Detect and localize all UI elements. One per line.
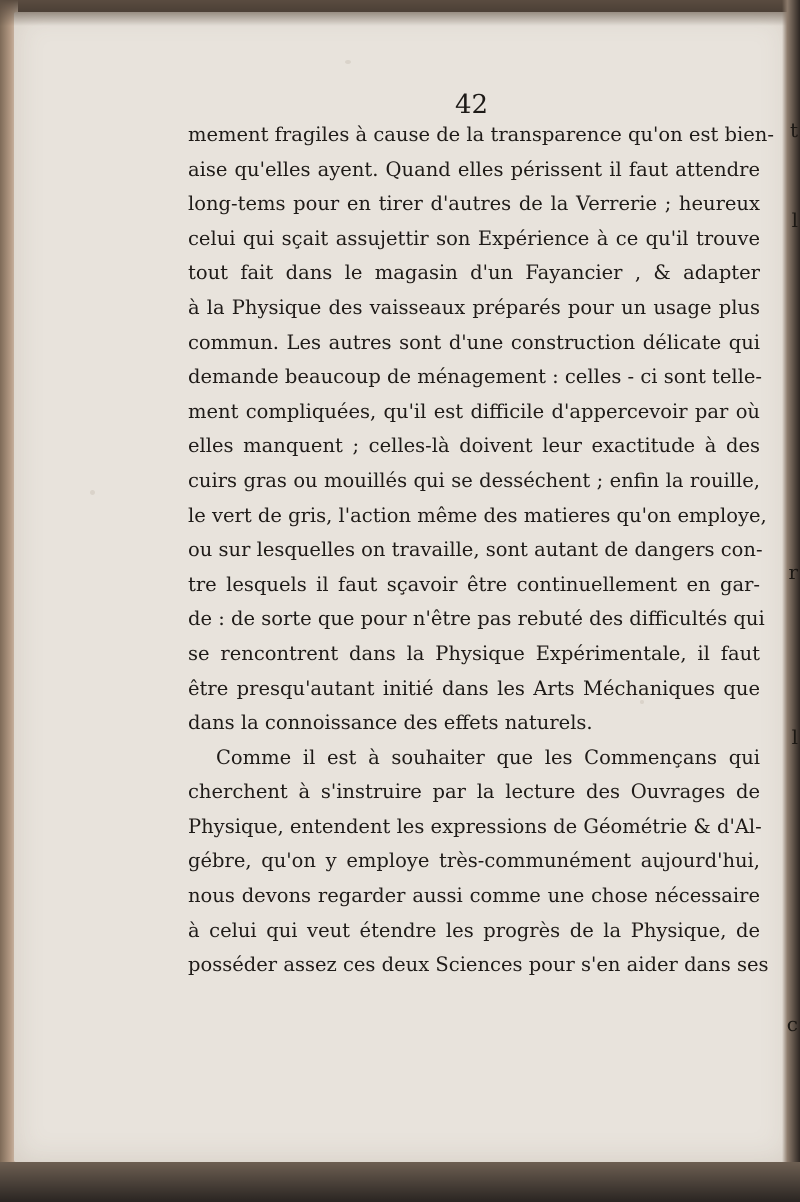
text-line: tout fait dans le magasin d'un Fayancier , & adapter	[188, 261, 760, 285]
text-line: nous devons regarder aussi comme une chose nécessaire	[188, 884, 760, 908]
text-line: Physique, entendent les expressions de Géométrie & d'Al-	[188, 814, 762, 838]
text-line: dans la connoissance des effets naturels.	[188, 711, 593, 735]
paper-speck	[345, 60, 351, 64]
edge-letter: r	[788, 560, 798, 584]
right-page-edge	[782, 0, 800, 1202]
text-line: cuirs gras ou mouillés qui se desséchent ; enfin la rouille,	[188, 468, 760, 492]
paragraph-start-line: Comme il est à souhaiter que les Commençans qui	[216, 745, 760, 769]
text-line: de : de sorte que pour n'être pas rebuté des difficultés qui	[188, 607, 765, 631]
text-line: être presqu'autant initié dans les Arts Méchaniques que	[188, 676, 760, 700]
text-line: tre lesquels il faut sçavoir être continuellement en gar-	[188, 572, 760, 596]
text-line: à celui qui veut étendre les progrès de la Physique, de	[188, 918, 760, 942]
text-line: celui qui sçait assujettir son Expérience à ce qu'il trouve	[188, 226, 760, 250]
edge-letter: l	[791, 208, 798, 232]
paper-speck	[90, 490, 95, 495]
text-line: ment compliquées, qu'il est difficile d'appercevoir par où	[188, 399, 760, 423]
text-line: cherchent à s'instruire par la lecture des Ouvrages de	[188, 780, 760, 804]
text-line: long-tems pour en tirer d'autres de la Verrerie ; heureux	[188, 192, 760, 216]
edge-letter: t	[789, 118, 798, 142]
text-line: ou sur lesquelles on travaille, sont autant de dangers con-	[188, 538, 763, 562]
edge-letter: c	[786, 1012, 798, 1036]
text-line: commun. Les autres sont d'une construction délicate qui	[188, 330, 760, 354]
text-line: gébre, qu'on y employe très-communément aujourd'hui,	[188, 849, 760, 873]
text-line: elles manquent ; celles-là doivent leur exactitude à des	[188, 434, 760, 458]
text-line: se rencontrent dans la Physique Expérimentale, il faut	[188, 641, 760, 665]
bottom-page-edge	[0, 1162, 800, 1202]
text-line: demande beaucoup de ménagement : celles - ci sont telle-	[188, 365, 763, 389]
page-number: 42	[455, 90, 489, 120]
body-text	[188, 118, 774, 983]
edge-letter: l	[791, 725, 798, 749]
text-line: le vert de gris, l'action même des matieres qu'on employe,	[188, 503, 767, 527]
text-line: posséder assez ces deux Sciences pour s'en aider dans ses	[188, 953, 769, 977]
text-line: mement fragiles à cause de la transparence qu'on est bien-	[188, 123, 774, 146]
text-line: aise qu'elles ayent. Quand elles périssent il faut attendre	[188, 157, 760, 181]
top-binding-shadow	[0, 0, 800, 26]
text-line: à la Physique des vaisseaux préparés pour un usage plus	[188, 295, 760, 319]
